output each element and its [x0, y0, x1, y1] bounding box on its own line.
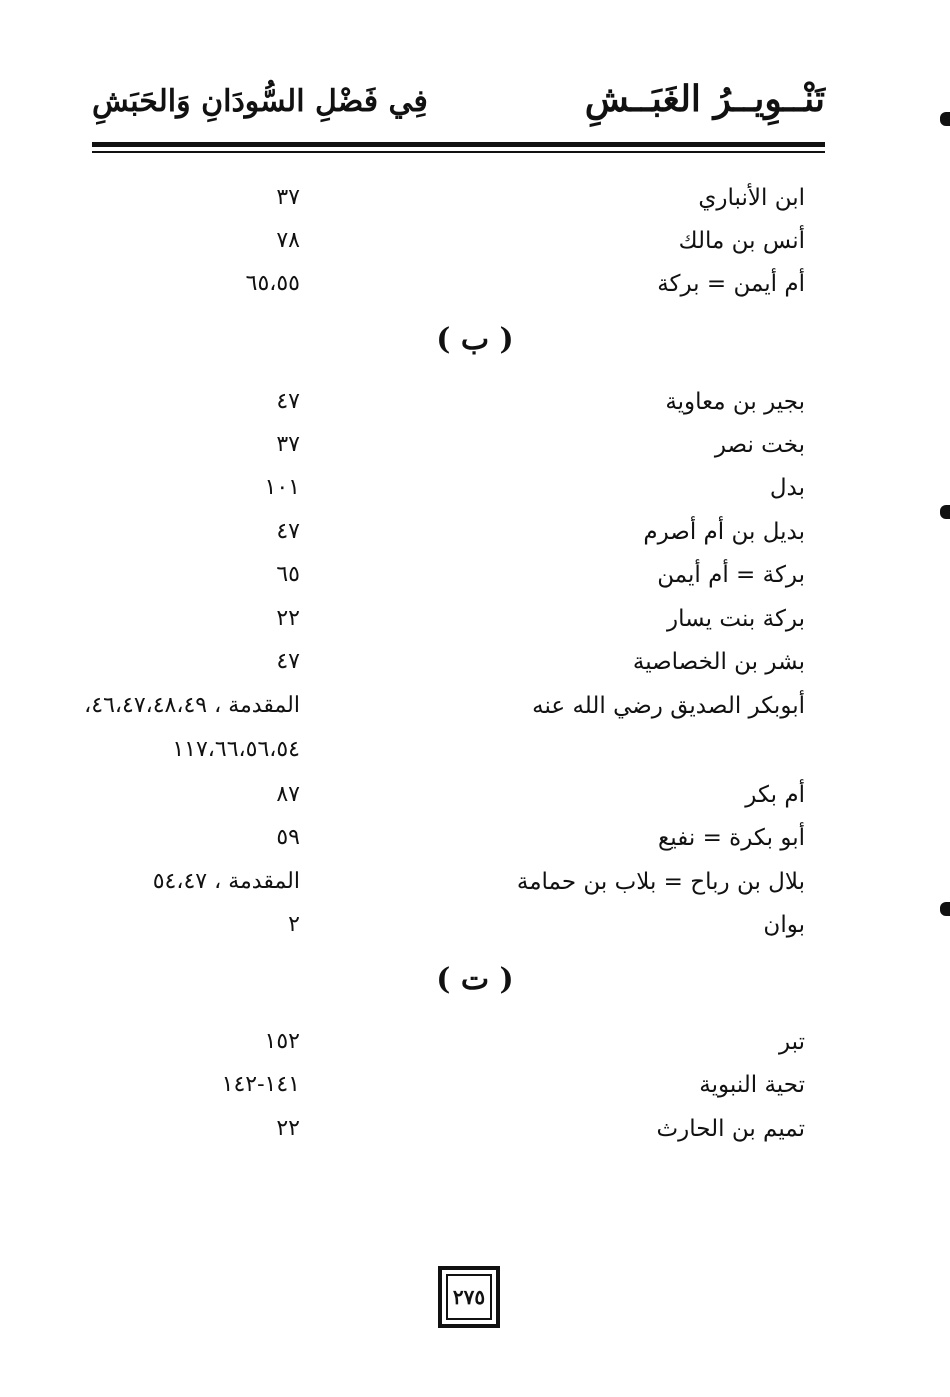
index-entry: [0, 555, 950, 595]
scan-edge-mark: [940, 112, 950, 126]
book-subtitle: فِي فَضْلِ السُّودَانِ وَالحَبَشِ: [92, 84, 428, 119]
entry-name: تحية النبوية: [699, 1072, 805, 1098]
index-entry-continuation: [0, 730, 950, 770]
section-heading-ba: ( ب ): [436, 322, 514, 357]
entry-pages: ٢٢: [276, 1116, 300, 1141]
page-number-frame: [438, 1266, 500, 1328]
entry-pages: ٤٧: [276, 649, 300, 674]
index-entry: [0, 642, 950, 682]
index-entry: [0, 221, 950, 261]
index-entry: [0, 862, 950, 902]
entry-name: أم أيمن = بركة: [657, 271, 805, 297]
entry-name: بوان: [763, 912, 805, 938]
entry-pages: ٢: [288, 912, 300, 937]
entry-pages: ٤٧: [276, 519, 300, 544]
page-header: [0, 0, 950, 160]
entry-name: تميم بن الحارث: [656, 1116, 805, 1142]
index-entry: [0, 818, 950, 858]
index-entry: [0, 1022, 950, 1062]
entry-pages: ٢٢: [276, 606, 300, 631]
entry-pages: ١١٧،٦٦،٥٦،٥٤: [172, 737, 300, 762]
header-rule-thick: [92, 142, 825, 147]
index-entry: [0, 905, 950, 945]
entry-name: بلال بن رباح = بلاب بن حمامة: [516, 869, 805, 895]
index-entry: [0, 1065, 950, 1105]
index-entry: [0, 686, 950, 726]
entry-pages: ٦٥،٥٥: [245, 271, 300, 296]
entry-pages: ٣٧: [276, 185, 300, 210]
scan-edge-mark: [940, 505, 950, 519]
entry-name: ابن الأنباري: [698, 185, 805, 211]
entry-pages: المقدمة ، ٤٦،٤٧،٤٨،٤٩،: [84, 693, 300, 718]
entry-name: بدل: [769, 475, 805, 501]
section-heading-ta: ( ت ): [436, 962, 514, 997]
entry-name: أبو بكرة = نفيع: [658, 825, 805, 851]
book-title: تَنْــوِيــرُ الغَبَــشِ: [584, 78, 825, 120]
page-number: ٢٧٥: [452, 1285, 486, 1309]
entry-name: تبر: [778, 1029, 805, 1055]
entry-name: بديل بن أم أصرم: [643, 519, 805, 545]
index-entry: [0, 468, 950, 508]
entry-pages: ٦٥: [276, 562, 300, 587]
header-rule-thin: [92, 151, 825, 153]
entry-name: بركة = أم أيمن: [657, 562, 805, 588]
entry-name: بجير بن معاوية: [665, 389, 805, 415]
entry-pages: ٤٧: [276, 389, 300, 414]
index-entry: [0, 382, 950, 422]
entry-pages: ١٥٢: [264, 1029, 300, 1054]
entry-name: بخت نصر: [714, 432, 805, 458]
index-entry: [0, 775, 950, 815]
entry-pages: ١٠١: [264, 475, 300, 500]
entry-name: أنس بن مالك: [678, 228, 805, 254]
index-entry: [0, 512, 950, 552]
entry-pages: ٧٨: [276, 228, 300, 253]
index-entry: [0, 1109, 950, 1149]
entry-pages: ٥٩: [276, 825, 300, 850]
entry-name: بركة بنت يسار: [667, 606, 805, 632]
entry-pages: المقدمة ، ٥٤،٤٧: [152, 869, 300, 894]
index-entry: [0, 264, 950, 304]
index-entry: [0, 599, 950, 639]
index-entry: [0, 425, 950, 465]
scan-edge-mark: [940, 902, 950, 916]
index-entry: [0, 178, 950, 218]
entry-pages: ٣٧: [276, 432, 300, 457]
entry-name: أبوبكر الصديق رضي الله عنه: [532, 693, 805, 719]
entry-pages: ١٤١-١٤٢: [221, 1072, 300, 1097]
entry-name: بشر بن الخصاصية: [632, 649, 805, 675]
entry-pages: ٨٧: [276, 782, 300, 807]
entry-name: أم بكر: [745, 782, 805, 808]
